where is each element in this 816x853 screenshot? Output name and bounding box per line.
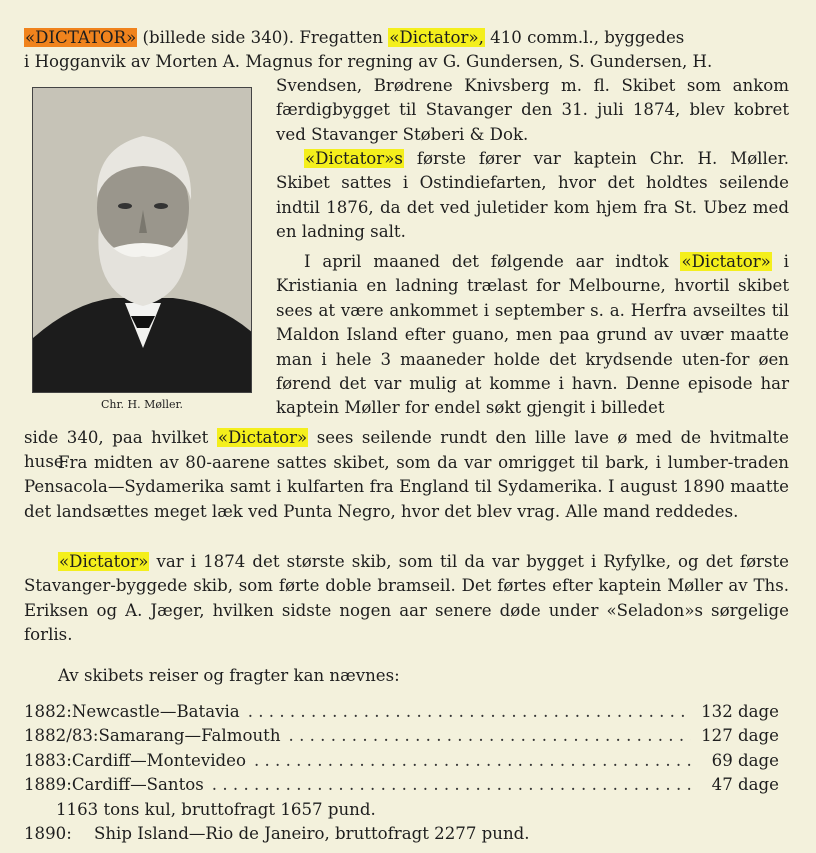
leader-dots [248,700,691,724]
voyage-row: 1882: Newcastle—Batavia . . . 132 dage [24,700,779,724]
paragraph-intro-wrapped: Svendsen, Brødrene Knivsberg m. fl. Skibet som ankom færdigbygget til Stavanger den 31. juli 1874, blev kobret ved Stavanger Støberi & Dok. [276,76,789,144]
portrait-illustration [33,88,252,393]
highlight-dictator-title: «DICTATOR» [25,28,137,47]
voyage-row-last: 1890: Ship Island—Rio de Janeiro, bruttofragt 2277 pund. [24,823,530,843]
highlight-dictator: «Dictator»s [305,149,403,168]
voyage-row: 1883: Cardiff—Montevideo . . . 69 dage [24,749,779,773]
highlight-dictator: «Dictator», [389,28,484,47]
paragraph-intro-line2: i Hogganvik av Morten A. Magnus for regning av G. Gundersen, S. Gundersen, H. [24,52,713,71]
leader-dots [212,773,691,797]
voyage-row: 1882/83: Samarang—Falmouth . . . 127 dage [24,724,779,748]
photo-caption: Chr. H. Møller. [100,398,184,411]
leader-dots [254,749,691,773]
voyage-row: 1889: Cardiff—Santos . . . 47 dage [24,773,779,797]
leader-dots [289,724,691,748]
paragraph-first-master: «Dictator»s første fører var kaptein Chr. H. Møller. Skibet sattes i Ostindiefarten, hvor det holdtes seilende indtil 1876, da det ved juletider kom hjem fra St. Ubez med en ladning salt. [276,149,789,242]
voyage-list [24,700,779,846]
paragraph-melbourne: I april maaned det følgende aar indtok «Dictator» i Kristiania en ladning trælast for Melbourne, hvortil skibet sees at være ankommet i september s. a. Herfra avseiltes til Maldon Island efter guano, men paa grund av uvær maatte man i hele 3 maaneder holde det krydsende uten-for øen førend det var mulig at komme i havn. Denne episode har kaptein Møller for endel søkt gjengit i billedet [276,252,789,418]
paragraph-intro: «DICTATOR» (billede side 340). Fregatten «Dictator», 410 comm.l., byggedes [25,28,685,47]
highlight-dictator: «Dictator» [217,428,308,447]
cargo-note: 1163 tons kul, bruttofragt 1657 pund. [56,799,376,819]
highlight-dictator: «Dictator» [59,552,149,571]
voyages-heading: Av skibets reiser og fragter kan nævnes: [58,666,400,685]
paragraph-melbourne-end: side 340, paa hvilket «Dictator» sees seilende rundt den lille lave ø med de hvitmalte huse. [24,428,789,472]
highlight-dictator: «Dictator» [681,252,771,271]
portrait-photo [32,87,252,393]
paragraph-lumber-trade: Fra midten av 80-aarene sattes skibet, som da var omrigget til bark, i lumber-traden Pensacola—Sydamerika samt i kulfarten fra England til Sydamerika. I august 1890 maatte det landsættes meget læk ved Punta Negro, hvor det blev vrag. Alle mand reddedes. [24,453,789,521]
paragraph-largest-ship: «Dictator» var i 1874 det største skib, som til da var bygget i Ryfylke, og det første Stavanger-byggede skib, som førte doble bramseil. Det førtes efter kaptein Møller av Ths. Eriksen og A. Jæger, hvilken sidste nogen aar senere døde under «Seladon»s sørgelige forlis. [24,552,789,645]
